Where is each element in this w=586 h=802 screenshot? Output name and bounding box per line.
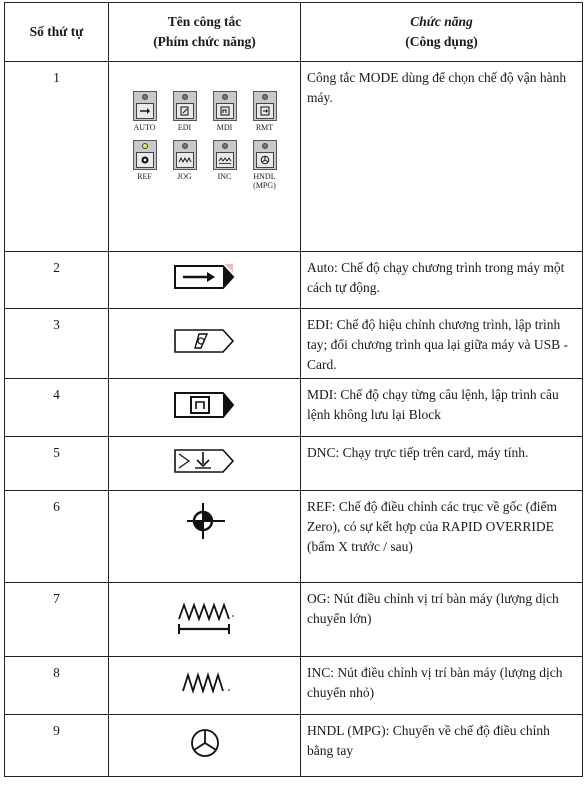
mode-key-inc[interactable]: INC xyxy=(206,140,244,190)
jog-icon xyxy=(176,152,194,168)
row-description: REF: Chế độ điều chỉnh các trục về gốc (điểm Zero), có sự kết hợp của RAPID OVERRIDE (bấm X trước / sau) xyxy=(301,491,583,583)
mode-key-ref[interactable]: REF xyxy=(126,140,164,190)
row-number: 5 xyxy=(5,437,109,491)
header-switch-name xyxy=(109,3,301,62)
edit-mode-icon xyxy=(109,309,301,379)
header-function xyxy=(301,3,583,62)
table-row xyxy=(5,583,583,657)
table-row xyxy=(5,252,583,309)
row-number: 8 xyxy=(5,657,109,715)
row-description: EDI: Chế độ hiệu chỉnh chương trình, lập trình tay; đổi chương trình qua lại giữa máy và USB - Card. xyxy=(301,309,583,379)
row-number: 2 xyxy=(5,252,109,309)
led-indicator xyxy=(182,143,188,149)
table-row xyxy=(5,379,583,437)
table-header-row xyxy=(5,3,583,62)
mdi-mode-icon xyxy=(109,379,301,437)
arrow-right-icon xyxy=(136,103,154,119)
table-row xyxy=(5,657,583,715)
led-indicator xyxy=(262,94,268,100)
table-row xyxy=(5,309,583,379)
row-number: 4 xyxy=(5,379,109,437)
table-row xyxy=(5,437,583,491)
remote-icon xyxy=(256,103,274,119)
table-row xyxy=(5,715,583,777)
mode-key-edi[interactable]: EDI xyxy=(166,91,204,132)
header-switch-name-line2: (Phím chức năng) xyxy=(153,34,256,49)
mode-key-hndl[interactable]: HNDL (MPG) xyxy=(246,140,284,190)
row-number: 3 xyxy=(5,309,109,379)
edit-icon xyxy=(176,103,194,119)
jog-mode-icon xyxy=(109,583,301,657)
led-indicator-on xyxy=(142,143,148,149)
mode-key-grid xyxy=(110,91,299,190)
header-function-line1: Chức năng xyxy=(410,14,473,29)
dnc-mode-icon xyxy=(109,437,301,491)
row-description: OG: Nút điều chỉnh vị trí bàn máy (lượng dịch chuyển lớn) xyxy=(301,583,583,657)
led-indicator xyxy=(222,143,228,149)
reference-icon xyxy=(136,152,154,168)
led-indicator xyxy=(222,94,228,100)
row-number: 6 xyxy=(5,491,109,583)
inc-mode-icon xyxy=(109,657,301,715)
mode-key-auto[interactable]: AUTO xyxy=(126,91,164,132)
table-row xyxy=(5,62,583,252)
mode-key-jog[interactable]: JOG xyxy=(166,140,204,190)
header-switch-name-line1: Tên công tắc xyxy=(167,14,242,29)
row-number: 1 xyxy=(5,62,109,252)
row-description: Auto: Chế độ chạy chương trình trong máy một cách tự động. xyxy=(301,252,583,309)
inc-icon xyxy=(216,152,234,168)
mode-switch-table xyxy=(4,2,583,777)
auto-mode-icon xyxy=(109,252,301,309)
row-description: HNDL (MPG): Chuyển về chế độ điều chỉnh bằng tay xyxy=(301,715,583,777)
header-number: Số thứ tự xyxy=(5,3,109,62)
row-description: INC: Nút điều chỉnh vị trí bàn máy (lượng dịch chuyển nhỏ) xyxy=(301,657,583,715)
row-description: DNC: Chạy trực tiếp trên card, máy tính. xyxy=(301,437,583,491)
handwheel-mode-icon xyxy=(109,715,301,777)
table-row xyxy=(5,491,583,583)
led-indicator xyxy=(262,143,268,149)
handwheel-icon xyxy=(256,152,274,168)
row-number: 9 xyxy=(5,715,109,777)
row-description: MDI: Chế độ chạy từng câu lệnh, lập trình câu lệnh không lưu lại Block xyxy=(301,379,583,437)
row-number: 7 xyxy=(5,583,109,657)
row-description: Công tắc MODE dùng để chọn chế độ vận hành máy. xyxy=(301,62,583,252)
mode-key-rmt[interactable]: RMT xyxy=(246,91,284,132)
led-indicator xyxy=(142,94,148,100)
mode-key-mdi[interactable]: MDI xyxy=(206,91,244,132)
header-function-line2: (Công dụng) xyxy=(405,34,478,49)
mode-panel-cell xyxy=(109,62,301,252)
led-indicator xyxy=(182,94,188,100)
ref-mode-icon xyxy=(109,491,301,583)
mdi-hand-icon xyxy=(216,103,234,119)
